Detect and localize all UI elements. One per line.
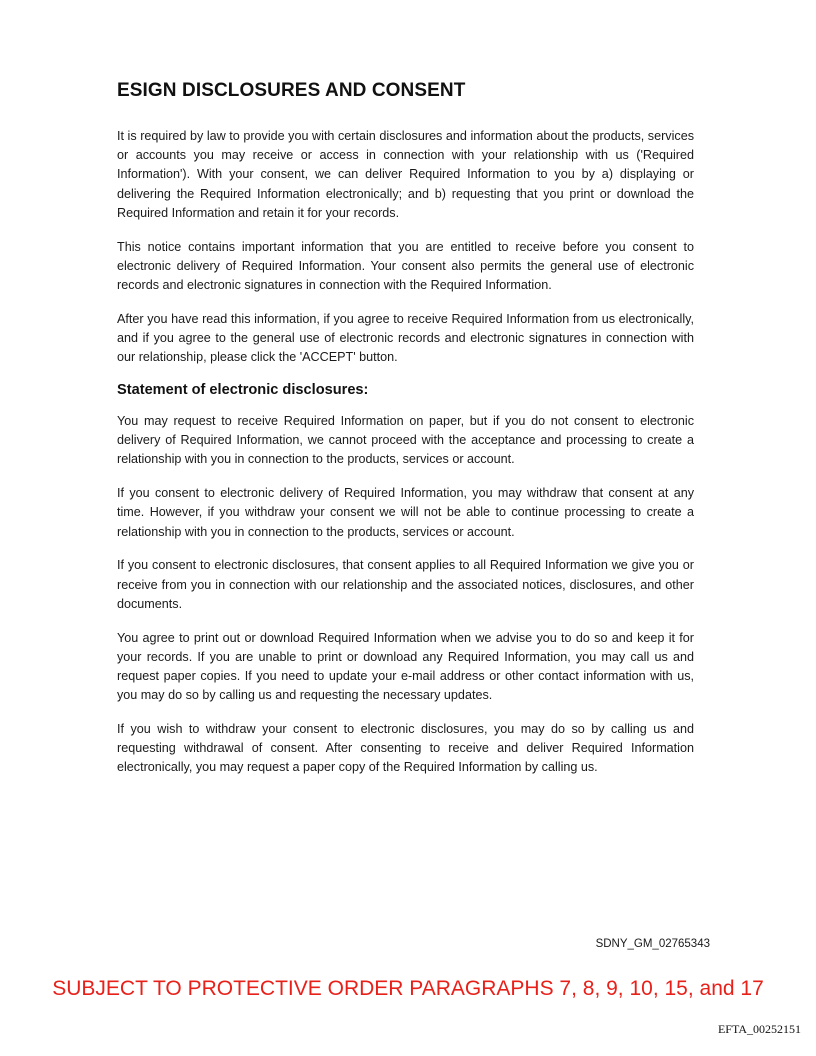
section-paragraph: If you wish to withdraw your consent to electronic disclosures, you may do so by calling us and requesting withdrawal of consent. After consenting to receive and deliver Required Information electronically, you may request a paper copy of the Required Information by calling us.: [117, 722, 694, 775]
page-title: ESIGN DISCLOSURES AND CONSENT: [117, 80, 466, 101]
intro-paragraph: After you have read this information, if you agree to receive Required Information from us electronically, and if you agree to the general use of electronic records and electronic signatures in connection with our relationship, please click the 'ACCEPT' button.: [117, 311, 694, 365]
section-paragraph: If you consent to electronic disclosures, that consent applies to all Required Information we give you or receive from you in connection with our relationship and the associated notices, disclosures, and other documents.: [117, 558, 694, 611]
section-paragraph: You may request to receive Required Information on paper, but if you do not consent to electronic delivery of Required Information, we cannot proceed with the acceptance and processing to create a relationship with you in connection to the products, services or account.: [117, 414, 694, 467]
intro-paragraph: It is required by law to provide you with certain disclosures and information about the products, services or accounts you may receive or access in connection with your relationship with us ('Required Information'). With your consent, we can deliver Required Information to you by a) displaying or delivering the Required Information electronically; and b) requesting that you print or download the Required Information and retain it for your records.: [117, 129, 694, 220]
section-heading: Statement of electronic disclosures:: [117, 382, 369, 399]
intro-paragraph: This notice contains important information that you are entitled to receive before you consent to electronic delivery of Required Information. Your consent also permits the general use of electronic records and electronic signatures in connection with the Required Information.: [117, 239, 694, 293]
efta-identifier: EFTA_00252151: [717, 1022, 801, 1036]
bates-number: SDNY_GM_02765343: [595, 938, 710, 950]
protective-order-notice: SUBJECT TO PROTECTIVE ORDER PARAGRAPHS 7, 8, 9, 10, 15, and 17: [52, 977, 764, 1000]
document-body: [117, 127, 694, 792]
section-paragraph: You agree to print out or download Required Information when we advise you to do so and keep it for your records. If you are unable to print or download any Required Information, you may call us and request paper copies. If you need to update your e-mail address or other contact information with us, you may do so by calling us and requesting the necessary updates.: [117, 630, 694, 703]
section-paragraph: If you consent to electronic delivery of Required Information, you may withdraw that consent at any time. However, if you withdraw your consent we will not be able to continue processing to create a relationship with you in connection to the products, services or account.: [117, 486, 694, 539]
